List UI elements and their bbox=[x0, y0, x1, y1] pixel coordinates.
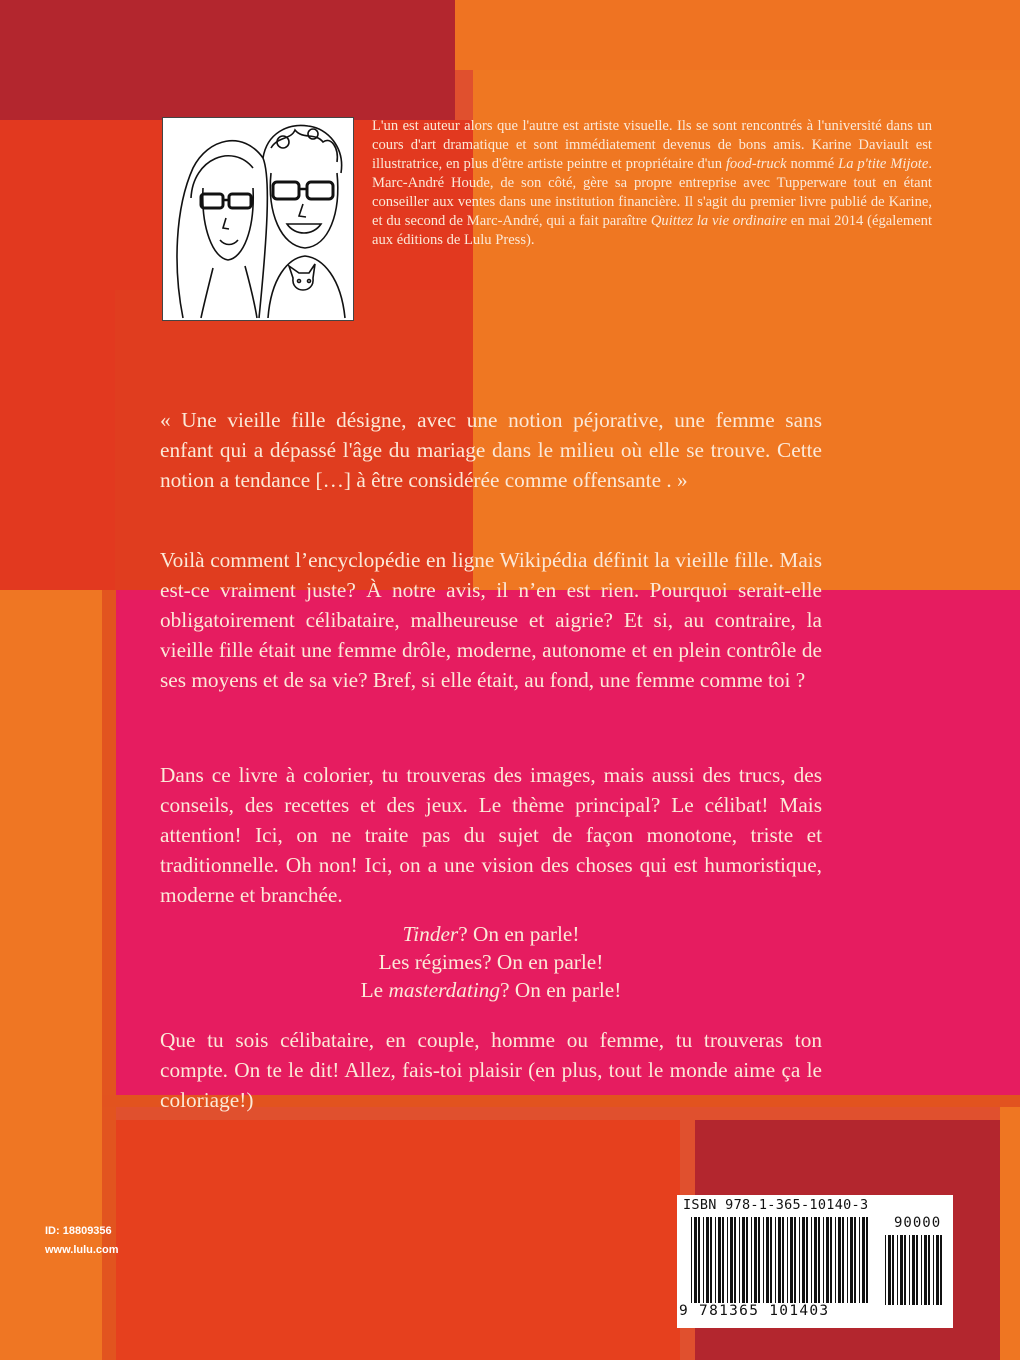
barcode-bar bbox=[862, 1217, 865, 1303]
barcode-bar bbox=[830, 1217, 832, 1303]
barcode-number: 9 781365 101403 bbox=[679, 1303, 830, 1319]
barcode-bar bbox=[727, 1217, 728, 1303]
author-portrait-illustration bbox=[162, 117, 354, 321]
barcode-bar bbox=[842, 1217, 844, 1303]
barcode-bar bbox=[814, 1217, 817, 1303]
orange-bottom-strip bbox=[1000, 1107, 1020, 1360]
barcode-bar bbox=[924, 1235, 927, 1305]
dark-red-block bbox=[0, 0, 455, 120]
isbn-number: ISBN 978-1-365-10140-3 bbox=[683, 1197, 869, 1213]
barcode-bar bbox=[909, 1235, 910, 1305]
barcode-bar bbox=[790, 1217, 793, 1303]
price-code: 90000 bbox=[894, 1215, 942, 1231]
barcode-bar bbox=[904, 1235, 906, 1305]
barcode-bar bbox=[758, 1217, 760, 1303]
barcode-bar bbox=[722, 1217, 724, 1303]
barcode-bar bbox=[866, 1217, 868, 1303]
barcode-bar bbox=[933, 1235, 934, 1305]
bio-mijote-name: La p'tite Mijote bbox=[838, 156, 929, 172]
barcode-bar bbox=[710, 1217, 712, 1303]
tinder-rest: ? On en parle! bbox=[458, 922, 580, 946]
barcode-bar bbox=[718, 1217, 721, 1303]
barcode-bar bbox=[847, 1217, 848, 1303]
barcode-bar bbox=[706, 1217, 709, 1303]
red-left-block bbox=[0, 120, 115, 590]
barcode-bar bbox=[940, 1235, 942, 1305]
barcode-bar bbox=[811, 1217, 812, 1303]
barcode-bar bbox=[778, 1217, 781, 1303]
barcode-bar bbox=[782, 1217, 784, 1303]
barcode-bar bbox=[850, 1217, 853, 1303]
bio-book-title: Quittez la vie ordinaire bbox=[650, 213, 787, 229]
tinder-line bbox=[160, 920, 822, 948]
wikipedia-quote: « Une vieille fille désigne, avec une notion péjorative, une femme sans enfant qui a dépassé l'âge du mariage dans le milieu où elle se trouve. Cette notion a tendance […] à être considérée comme offensante . » bbox=[160, 408, 822, 492]
barcode-bar bbox=[885, 1235, 886, 1305]
barcode-bar bbox=[734, 1217, 736, 1303]
bio-text: L'un est auteur alors que l'autre est artiste visuelle. Ils se sont rencontrés à l'université dans un cours d'art dramatique et sont immédiatement devenus de bons amis. Karine Daviault est illustratrice, en plus d'être artiste peintre et propriétaire d'un bbox=[372, 118, 932, 172]
closing-paragraph: Que tu sois célibataire, en couple, homme ou femme, tu trouveras ton compte. On te le dit! Allez, fais-toi plaisir (en plus, tout le monde aime ça le coloriage!) bbox=[160, 1028, 822, 1112]
masterdating-prefix: Le bbox=[360, 978, 389, 1002]
barcode-bar bbox=[787, 1217, 788, 1303]
barcode-bar bbox=[921, 1235, 922, 1305]
barcode-bar bbox=[916, 1235, 918, 1305]
barcode-bar bbox=[826, 1217, 829, 1303]
barcode-bar bbox=[928, 1235, 930, 1305]
isbn-barcode bbox=[677, 1195, 953, 1328]
barcode-bar bbox=[746, 1217, 748, 1303]
barcode-bar bbox=[694, 1217, 697, 1303]
barcode-bar bbox=[823, 1217, 824, 1303]
barcode-bar bbox=[754, 1217, 757, 1303]
barcode-bar bbox=[763, 1217, 764, 1303]
bio-text: nommé bbox=[786, 156, 839, 172]
regimes-line: Les régimes? On en parle! bbox=[378, 950, 604, 974]
barcode-bar bbox=[794, 1217, 796, 1303]
content-paragraph: Dans ce livre à colorier, tu trouveras des images, mais aussi des trucs, des conseils, des recettes et des jeux. Le thème principal? Le célibat! Mais attention! Ici, on ne traite pas du sujet de façon monotone, triste et traditionnelle. Oh non! Ici, on a une vision des choses qui est humoristique, moderne et branchée. bbox=[160, 763, 822, 907]
barcode-bar bbox=[766, 1217, 769, 1303]
bio-text: en mai 2014 (également aux éditions de Lulu Press). bbox=[372, 213, 932, 248]
barcode-bar bbox=[900, 1235, 903, 1305]
barcode-bar bbox=[936, 1235, 939, 1305]
lulu-id: ID: 18809356 bbox=[45, 1225, 112, 1237]
barcode-bar bbox=[897, 1235, 898, 1305]
barcode-bar bbox=[888, 1235, 891, 1305]
masterdating-line bbox=[160, 976, 822, 1004]
bio-text: . Marc-André Houde, de son côté, gère sa propre entreprise avec Tupperware tout en étant conseiller aux ventes dans une institution financière. Il s'agit du premier livre publié de Karine, et du second de Marc-André, qui a fait paraître bbox=[372, 156, 932, 229]
barcode-bar bbox=[806, 1217, 808, 1303]
barcode-bar bbox=[799, 1217, 800, 1303]
tinder-word: Tinder bbox=[402, 922, 459, 946]
barcode-bar bbox=[742, 1217, 745, 1303]
red-bottom-block bbox=[116, 1120, 680, 1360]
barcode-bar bbox=[892, 1235, 894, 1305]
barcode-bar bbox=[730, 1217, 733, 1303]
barcode-bar bbox=[912, 1235, 915, 1305]
intro-paragraph: Voilà comment l’encyclopédie en ligne Wikipédia définit la vieille fille. Mais est-ce vraiment juste? À notre avis, il n’en est rien. Pourquoi serait-elle obligatoirement célibataire, malheureuse et aigrie? Et si, au contraire, la vieille fille était une femme drôle, moderne, autonome et en plein contrôle de ses moyens et de sa vie? Bref, si elle était, au fond, une femme comme toi ? bbox=[160, 548, 822, 692]
lulu-url: www.lulu.com bbox=[45, 1244, 119, 1256]
barcode-bar bbox=[751, 1217, 752, 1303]
barcode-bar bbox=[739, 1217, 740, 1303]
barcode-bar bbox=[818, 1217, 820, 1303]
barcode-bar bbox=[802, 1217, 805, 1303]
author-bio bbox=[372, 117, 932, 250]
barcode-bar bbox=[838, 1217, 841, 1303]
bio-food-truck: food-truck bbox=[725, 156, 787, 172]
barcode-bar bbox=[859, 1217, 860, 1303]
barcode-bar bbox=[698, 1217, 700, 1303]
portrait-drawing bbox=[163, 118, 353, 320]
barcode-bar bbox=[835, 1217, 836, 1303]
barcode-bar bbox=[770, 1217, 772, 1303]
masterdating-rest: ? On en parle! bbox=[500, 978, 622, 1002]
masterdating-word: masterdating bbox=[388, 978, 501, 1002]
barcode-bar bbox=[703, 1217, 704, 1303]
barcode-bar bbox=[715, 1217, 716, 1303]
orange-top-block bbox=[455, 0, 1020, 70]
barcode-bar bbox=[854, 1217, 856, 1303]
barcode-bar bbox=[691, 1217, 692, 1303]
barcode-bar bbox=[775, 1217, 776, 1303]
